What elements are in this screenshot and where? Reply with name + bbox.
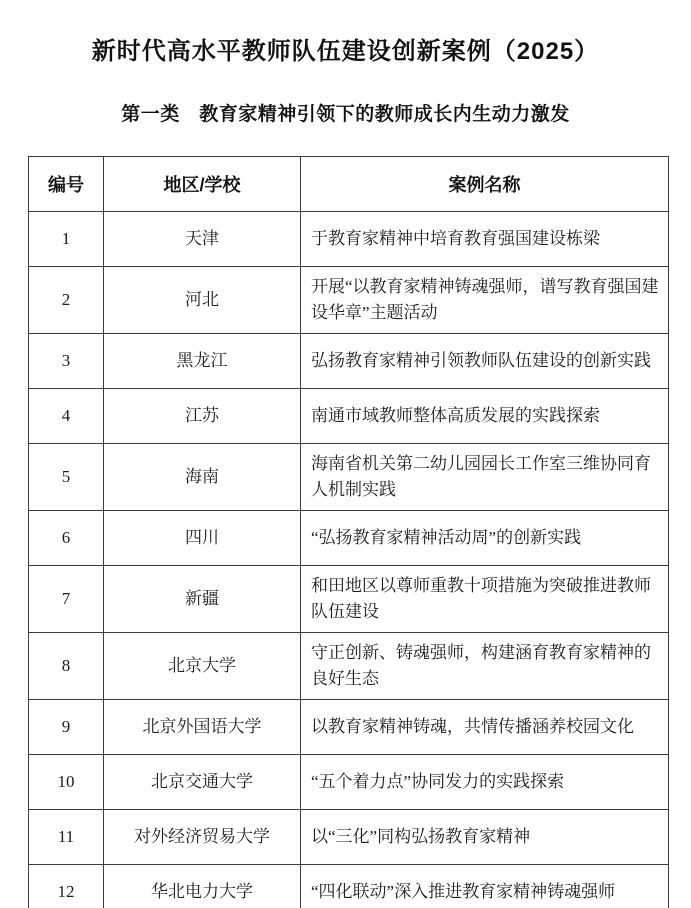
row-region-cell: 江苏 [104,389,301,444]
row-region-cell: 华北电力大学 [104,865,301,908]
row-case-cell: “五个着力点”协同发力的实践探索 [301,755,669,810]
table-row [29,865,669,908]
header-case-name: 案例名称 [301,157,669,212]
row-region-cell: 对外经济贸易大学 [104,810,301,865]
row-case-cell: 以“三化”同构弘扬教育家精神 [301,810,669,865]
row-case-cell: 于教育家精神中培育教育强国建设栋梁 [301,212,669,267]
row-case-cell: 以教育家精神铸魂，共情传播涵养校园文化 [301,700,669,755]
row-number-cell: 3 [29,334,104,389]
header-region-school: 地区/学校 [104,157,301,212]
row-number-cell: 8 [29,633,104,700]
row-number-cell: 5 [29,444,104,511]
row-region-cell: 海南 [104,444,301,511]
table-row [29,444,669,511]
row-case-cell: 开展“以教育家精神铸魂强师，谱写教育强国建设华章”主题活动 [301,267,669,334]
table-row [29,755,669,810]
table-row [29,267,669,334]
table-body [29,212,669,908]
row-number-cell: 12 [29,865,104,908]
section-subtitle: 第一类 教育家精神引领下的教师成长内生动力激发 [121,104,570,125]
row-number-cell: 7 [29,566,104,633]
table-row [29,810,669,865]
table-row [29,566,669,633]
row-region-cell: 北京大学 [104,633,301,700]
row-number-cell: 10 [29,755,104,810]
header-number: 编号 [29,157,104,212]
table-row [29,334,669,389]
row-number-cell: 6 [29,511,104,566]
row-number-cell: 11 [29,810,104,865]
row-case-cell: “弘扬教育家精神活动周”的创新实践 [301,511,669,566]
page-title: 新时代高水平教师队伍建设创新案例（2025） [91,38,600,65]
row-case-cell: “四化联动”深入推进教育家精神铸魂强师 [301,865,669,908]
row-case-cell: 和田地区以尊师重教十项措施为突破推进教师队伍建设 [301,566,669,633]
table-row [29,389,669,444]
table-row [29,633,669,700]
row-number-cell: 4 [29,389,104,444]
table-header-row [29,157,669,212]
table-row [29,511,669,566]
table-row [29,700,669,755]
row-region-cell: 新疆 [104,566,301,633]
row-region-cell: 北京外国语大学 [104,700,301,755]
row-case-cell: 守正创新、铸魂强师，构建涵育教育家精神的良好生态 [301,633,669,700]
row-case-cell: 南通市域教师整体高质发展的实践探索 [301,389,669,444]
row-case-cell: 弘扬教育家精神引领教师队伍建设的创新实践 [301,334,669,389]
row-region-cell: 天津 [104,212,301,267]
row-number-cell: 2 [29,267,104,334]
row-number-cell: 1 [29,212,104,267]
row-region-cell: 四川 [104,511,301,566]
row-number-cell: 9 [29,700,104,755]
row-region-cell: 河北 [104,267,301,334]
row-region-cell: 黑龙江 [104,334,301,389]
row-case-cell: 海南省机关第二幼儿园园长工作室三维协同育人机制实践 [301,444,669,511]
table-row [29,212,669,267]
row-region-cell: 北京交通大学 [104,755,301,810]
cases-table [28,156,669,908]
